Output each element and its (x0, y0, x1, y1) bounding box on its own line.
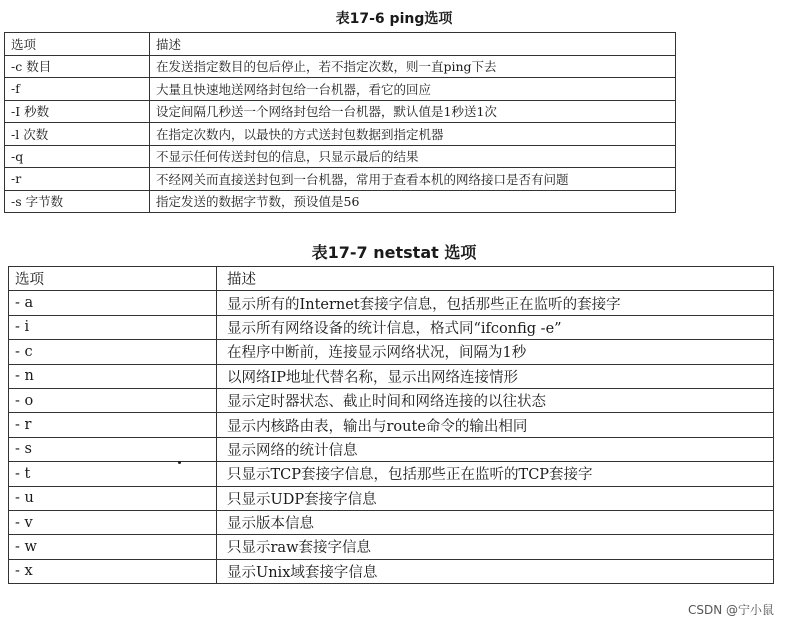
description-cell: 显示版本信息 (217, 510, 774, 534)
csdn-watermark: CSDN @宁小鼠 (687, 603, 774, 617)
description-cell: 显示所有的Internet套接字信息，包括那些正在监听的套接字 (217, 291, 774, 315)
option-cell: -r (5, 168, 150, 191)
table-row (5, 123, 676, 146)
description-cell: 指定发送的数据字节数，预设值是56 (150, 190, 676, 213)
option-cell: - o (9, 388, 217, 412)
option-cell: - v (9, 510, 217, 534)
column-header-description: 描述 (150, 33, 676, 56)
column-header-option: 选项 (9, 267, 217, 291)
table-row (9, 340, 774, 364)
description-cell: 显示所有网络设备的统计信息，格式同“ifconfig -e” (217, 315, 774, 339)
option-cell: - n (9, 364, 217, 388)
table-row (5, 190, 676, 213)
option-cell: - w (9, 535, 217, 559)
table-row (5, 168, 676, 191)
table-row (5, 145, 676, 168)
netstat-options-table (8, 266, 774, 584)
ping-options-table (4, 32, 676, 213)
option-cell: - s (9, 437, 217, 461)
table-row (9, 559, 774, 583)
table-row (9, 364, 774, 388)
description-cell: 大量且快速地送网络封包给一台机器，看它的回应 (150, 78, 676, 101)
description-cell: 只显示raw套接字信息 (217, 535, 774, 559)
netstat-table-caption: 表17-7 netstat 选项 (311, 243, 477, 262)
table-row (9, 388, 774, 412)
description-cell: 在指定次数内，以最快的方式送封包数据到指定机器 (150, 123, 676, 146)
option-cell: -f (5, 78, 150, 101)
option-cell: -c 数目 (5, 55, 150, 78)
scan-speck (178, 461, 181, 464)
table-row (9, 462, 774, 486)
column-header-description: 描述 (217, 267, 774, 291)
option-cell: -I 秒数 (5, 100, 150, 123)
option-cell: -q (5, 145, 150, 168)
table-row (9, 486, 774, 510)
description-cell: 在发送指定数目的包后停止，若不指定次数，则一直ping下去 (150, 55, 676, 78)
description-cell: 不显示任何传送封包的信息，只显示最后的结果 (150, 145, 676, 168)
description-cell: 显示Unix域套接字信息 (217, 559, 774, 583)
option-cell: - c (9, 340, 217, 364)
table-row (9, 315, 774, 339)
table-row (9, 437, 774, 461)
option-cell: -s 字节数 (5, 190, 150, 213)
option-cell: - x (9, 559, 217, 583)
description-cell: 显示定时器状态、截止时间和网络连接的以往状态 (217, 388, 774, 412)
description-cell: 只显示TCP套接字信息，包括那些正在监听的TCP套接字 (217, 462, 774, 486)
table-header-row (5, 33, 676, 56)
table-row (9, 413, 774, 437)
description-cell: 显示内核路由表，输出与route命令的输出相同 (217, 413, 774, 437)
option-cell: -l 次数 (5, 123, 150, 146)
option-cell: - a (9, 291, 217, 315)
table-row (9, 510, 774, 534)
option-cell: - i (9, 315, 217, 339)
table-row (5, 78, 676, 101)
description-cell: 设定间隔几秒送一个网络封包给一台机器，默认值是1秒送1次 (150, 100, 676, 123)
table-row (9, 291, 774, 315)
ping-table-caption: 表17-6 ping选项 (335, 11, 453, 27)
description-cell: 不经网关而直接送封包到一台机器，常用于查看本机的网络接口是否有问题 (150, 168, 676, 191)
option-cell: - r (9, 413, 217, 437)
table-header-row (9, 267, 774, 291)
description-cell: 以网络IP地址代替名称，显示出网络连接情形 (217, 364, 774, 388)
column-header-option: 选项 (5, 33, 150, 56)
option-cell: - t (9, 462, 217, 486)
table-row (5, 100, 676, 123)
description-cell: 只显示UDP套接字信息 (217, 486, 774, 510)
table-row (9, 535, 774, 559)
description-cell: 在程序中断前，连接显示网络状况，间隔为1秒 (217, 340, 774, 364)
description-cell: 显示网络的统计信息 (217, 437, 774, 461)
option-cell: - u (9, 486, 217, 510)
table-row (5, 55, 676, 78)
